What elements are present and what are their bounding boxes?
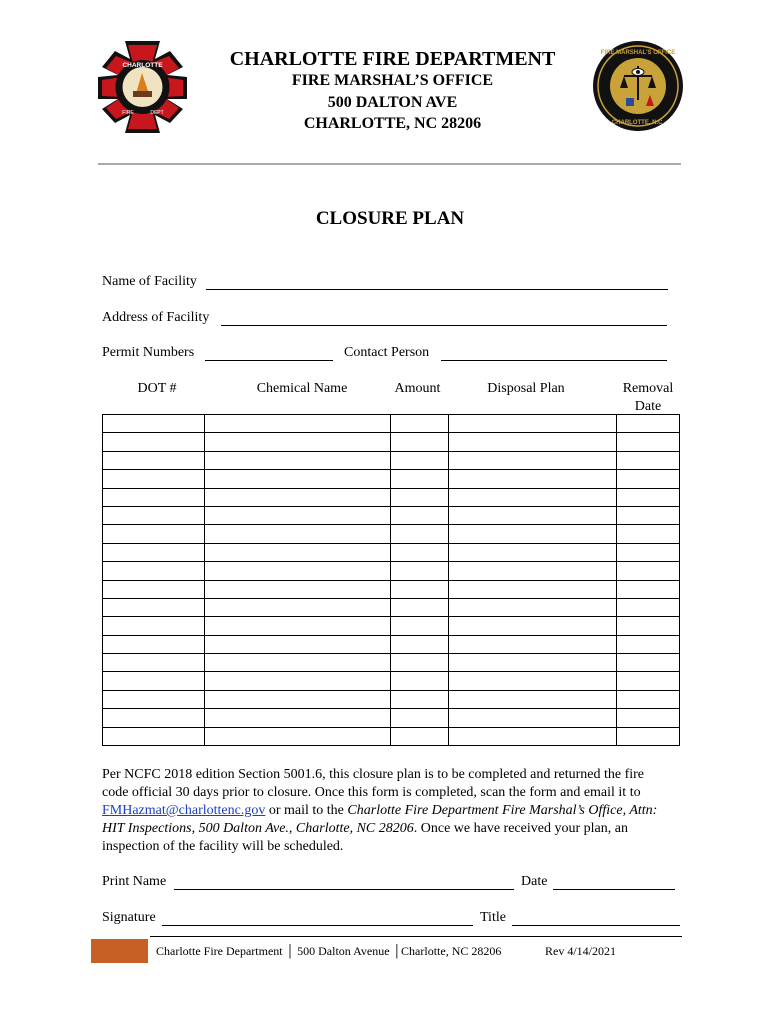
table-cell[interactable] [103, 690, 205, 708]
table-cell[interactable] [205, 727, 391, 745]
street-address: 500 DALTON AVE [327, 94, 458, 111]
left-logo-bottom-left: FIRE [122, 110, 134, 116]
facility-name-label: Name of Facility [102, 274, 197, 289]
table-cell[interactable] [617, 727, 680, 745]
table-cell[interactable] [103, 672, 205, 690]
table-cell[interactable] [391, 727, 449, 745]
table-cell[interactable] [449, 580, 617, 598]
table-cell[interactable] [205, 415, 391, 433]
date-label: Date [634, 399, 662, 414]
table-cell[interactable] [391, 543, 449, 561]
table-cell[interactable] [617, 506, 680, 524]
table-cell[interactable] [103, 415, 205, 433]
left-logo-top-text: CHARLOTTE [122, 62, 163, 69]
table-cell[interactable] [449, 672, 617, 690]
table-cell[interactable] [205, 433, 391, 451]
table-cell[interactable] [617, 470, 680, 488]
facility-address-label: Address of Facility [102, 310, 210, 325]
table-cell[interactable] [205, 580, 391, 598]
table-cell[interactable] [617, 415, 680, 433]
table-cell[interactable] [449, 709, 617, 727]
table-cell[interactable] [391, 488, 449, 506]
form-title: CLOSURE PLAN [315, 208, 465, 229]
table-cell[interactable] [205, 654, 391, 672]
footer-address: Charlotte Fire Department │ 500 Dalton Avenue │Charlotte, NC 28206 [156, 944, 502, 958]
table-cell[interactable] [449, 635, 617, 653]
table-cell[interactable] [449, 543, 617, 561]
table-cell[interactable] [103, 617, 205, 635]
table-cell[interactable] [205, 543, 391, 561]
seal-top-text: FIRE MARSHAL'S OFFICE [600, 50, 676, 56]
table-cell[interactable] [391, 635, 449, 653]
table-row [103, 727, 680, 745]
table-cell[interactable] [617, 562, 680, 580]
table-cell[interactable] [449, 488, 617, 506]
column-header-disposal: Disposal Plan [487, 381, 565, 396]
table-cell[interactable] [449, 562, 617, 580]
table-row [103, 470, 680, 488]
table-row [103, 433, 680, 451]
table-cell[interactable] [449, 506, 617, 524]
table-cell[interactable] [617, 617, 680, 635]
print-name-label: Print Name [102, 874, 167, 889]
table-row [103, 506, 680, 524]
table-cell[interactable] [103, 654, 205, 672]
table-cell[interactable] [617, 709, 680, 727]
table-cell[interactable] [449, 598, 617, 616]
table-row [103, 488, 680, 506]
table-cell[interactable] [103, 488, 205, 506]
table-cell[interactable] [617, 433, 680, 451]
table-cell[interactable] [205, 598, 391, 616]
table-cell[interactable] [391, 598, 449, 616]
table-cell[interactable] [391, 672, 449, 690]
permit-numbers-field[interactable] [205, 360, 333, 361]
mailing-address: Charlotte Fire Department Fire Marshal’s Office, Attn: HIT Inspections, 500 Dalton Ave., Charlotte, NC 28206 [102, 803, 658, 836]
table-cell[interactable] [205, 488, 391, 506]
print-name-field[interactable] [174, 889, 514, 890]
table-cell[interactable] [391, 580, 449, 598]
table-cell[interactable] [103, 433, 205, 451]
title-field[interactable] [512, 925, 680, 926]
footer-divider [150, 936, 682, 937]
table-row [103, 690, 680, 708]
table-cell[interactable] [449, 525, 617, 543]
table-cell[interactable] [391, 709, 449, 727]
table-cell[interactable] [205, 672, 391, 690]
table-cell[interactable] [103, 562, 205, 580]
table-cell[interactable] [103, 451, 205, 469]
table-cell[interactable] [103, 709, 205, 727]
instructions-part-3: . Once we have received your plan, an inspection of the facility will be scheduled. [102, 821, 628, 854]
table-cell[interactable] [103, 506, 205, 524]
column-header-dot: DOT # [137, 381, 177, 396]
title-label: Title [480, 910, 506, 925]
instructions-part-1: Per NCFC 2018 edition Section 5001.6, this closure plan is to be completed and returned the fire code official 30 days prior to closure. Once this form is completed, scan the form and email it to [102, 767, 645, 800]
fire-marshal-seal [592, 40, 684, 132]
table-cell[interactable] [103, 525, 205, 543]
table-row [103, 672, 680, 690]
signature-field[interactable] [162, 925, 473, 926]
permit-numbers-label: Permit Numbers [102, 345, 195, 360]
table-cell[interactable] [617, 488, 680, 506]
table-cell[interactable] [205, 506, 391, 524]
date-label: Date [521, 874, 548, 889]
fire-department-logo [95, 37, 190, 137]
table-cell[interactable] [205, 562, 391, 580]
instructions-part-2: or mail to the [265, 803, 348, 818]
table-row [103, 709, 680, 727]
left-logo-bottom-right: DEPT [150, 110, 164, 116]
table-row [103, 415, 680, 433]
table-cell[interactable] [617, 672, 680, 690]
department-name: CHARLOTTE FIRE DEPARTMENT [229, 48, 556, 70]
table-cell[interactable] [617, 690, 680, 708]
table-row [103, 617, 680, 635]
seal-bottom-text: CHARLOTTE, N.C. [611, 120, 665, 126]
revision-date: Rev 4/14/2021 [545, 944, 616, 958]
table-cell[interactable] [617, 580, 680, 598]
office-name: FIRE MARSHAL’S OFFICE [291, 72, 494, 89]
contact-person-label: Contact Person [344, 345, 430, 360]
table-cell[interactable] [449, 654, 617, 672]
table-cell[interactable] [391, 506, 449, 524]
removal-label: Removal [622, 381, 674, 396]
table-row [103, 543, 680, 561]
table-row [103, 598, 680, 616]
table-row [103, 654, 680, 672]
table-cell[interactable] [205, 525, 391, 543]
table-cell[interactable] [205, 617, 391, 635]
footer-accent-block [91, 939, 148, 963]
instructions-paragraph [102, 766, 672, 856]
table-cell[interactable] [449, 617, 617, 635]
facility-name-field[interactable] [206, 289, 668, 290]
table-cell[interactable] [391, 654, 449, 672]
table-cell[interactable] [205, 690, 391, 708]
table-cell[interactable] [391, 415, 449, 433]
table-cell[interactable] [449, 470, 617, 488]
table-cell[interactable] [103, 727, 205, 745]
table-cell[interactable] [449, 690, 617, 708]
table-row [103, 451, 680, 469]
table-cell[interactable] [391, 617, 449, 635]
chemical-table [102, 414, 680, 746]
table-cell[interactable] [391, 690, 449, 708]
table-row [103, 562, 680, 580]
table-cell[interactable] [617, 635, 680, 653]
table-cell[interactable] [103, 598, 205, 616]
city-state-zip: CHARLOTTE, NC 28206 [303, 115, 482, 132]
table-cell[interactable] [617, 543, 680, 561]
table-cell[interactable] [103, 543, 205, 561]
email-link[interactable]: FMHazmat@charlottenc.gov [102, 803, 266, 818]
table-row [103, 525, 680, 543]
column-header-removal-date [612, 380, 684, 416]
table-cell[interactable] [205, 451, 391, 469]
table-cell[interactable] [205, 470, 391, 488]
table-cell[interactable] [617, 654, 680, 672]
table-row [103, 580, 680, 598]
date-field[interactable] [553, 889, 675, 890]
column-header-amount: Amount [394, 381, 441, 396]
table-cell[interactable] [391, 525, 449, 543]
table-cell[interactable] [449, 415, 617, 433]
table-cell[interactable] [449, 451, 617, 469]
table-row [103, 635, 680, 653]
table-cell[interactable] [391, 470, 449, 488]
table-cell[interactable] [617, 525, 680, 543]
table-cell[interactable] [391, 433, 449, 451]
table-cell[interactable] [103, 580, 205, 598]
table-cell[interactable] [449, 433, 617, 451]
table-cell[interactable] [617, 451, 680, 469]
table-cell[interactable] [391, 451, 449, 469]
table-cell[interactable] [449, 727, 617, 745]
contact-person-field[interactable] [441, 360, 667, 361]
facility-address-field[interactable] [221, 325, 667, 326]
table-cell[interactable] [103, 470, 205, 488]
table-cell[interactable] [391, 562, 449, 580]
table-cell[interactable] [205, 709, 391, 727]
table-cell[interactable] [103, 635, 205, 653]
header-divider [98, 163, 681, 165]
signature-label: Signature [102, 910, 156, 925]
column-header-chemical: Chemical Name [256, 381, 348, 396]
table-cell[interactable] [205, 635, 391, 653]
table-cell[interactable] [617, 598, 680, 616]
